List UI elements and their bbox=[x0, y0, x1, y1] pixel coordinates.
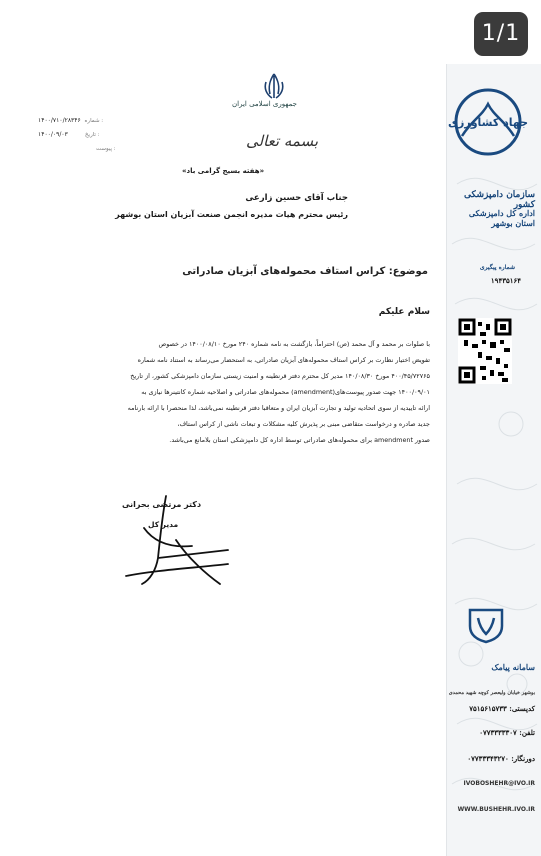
phone: تلفن: ۰۷۷۳۳۳۳۳۰۷ bbox=[479, 728, 535, 737]
slogan: «هفته بسیج گرامی باد» bbox=[182, 167, 265, 175]
body-line: ۴۰۰/۴۵/۷۲۷۶۵ مورخ ۱۴۰/۰۸/۳۰ مدیر کل محترم دفتر قرنطینه و امنیت زیستی سازمان دامپزشکی کشور، از تاریخ bbox=[130, 372, 430, 380]
body-line: صدور amendment برای محموله‌های صادراتی توسط اداره کل دامپزشکی استان بلامانع می‌باشد. bbox=[169, 436, 430, 444]
floral-pattern-icon bbox=[447, 64, 541, 856]
vet-emblem-icon bbox=[466, 604, 506, 644]
website: WWW.BUSHEHR.IVO.IR bbox=[457, 806, 535, 813]
logo-text: جهاد کشاورزی bbox=[447, 116, 529, 129]
body-line: با صلوات بر محمد و آل محمد (ص) احتراماً، بازگشت به نامه شماره ۲۴۰ مورخ ۱۴۰۰/۰۸/۱۰ در خصوص bbox=[158, 340, 430, 348]
tracking-label: شماره پیگیری bbox=[479, 264, 515, 271]
postal-code: کدپستی: ۷۵۱۵۶۱۵۷۳۳ bbox=[469, 704, 535, 713]
signer-name: دکتر مرتضی بحرانی bbox=[122, 500, 202, 509]
org-name: سازمان دامپزشکی کشور bbox=[464, 190, 535, 210]
subject: موضوع: کراس استاف محموله‌های آبزیان صادراتی bbox=[182, 266, 428, 277]
tracking-number: ۱۹۴۳۵۱۶۴ bbox=[490, 276, 521, 285]
fax: دورنگار: ۰۷۷۳۳۳۴۳۲۷۰ bbox=[467, 754, 535, 763]
emblem-text: سامانه پیامک bbox=[491, 662, 535, 672]
qr-code-icon bbox=[458, 318, 512, 384]
ministry-signature: بسمه تعالی bbox=[246, 132, 319, 150]
recipient-name: جناب آقای حسین زارعی bbox=[245, 193, 348, 203]
signer-title: مدیر کل bbox=[148, 520, 179, 529]
recipient-title: رئیس محترم هیات مدیره انجمن صنعت آبزیان استان بوشهر bbox=[115, 210, 348, 219]
page-counter-badge: 1/1 bbox=[474, 12, 528, 56]
jahad-keshavarzi-logo-icon bbox=[447, 86, 529, 158]
body-line: تفویض اختیار نظارت بر کراس استاف محموله‌های آبزیان صادراتی، به استحضار می‌رساند به استناد نامه شماره bbox=[137, 356, 430, 364]
handwritten-signature bbox=[96, 488, 236, 598]
address-line: بوشهر خیابان ولیعصر کوچه شهید محمدی bbox=[448, 690, 535, 696]
letter-date: ۱۴۰۰/۰۹/۰۳ تاریخ : bbox=[38, 131, 100, 138]
dept-name: اداره کل دامپزشکی استان بوشهر bbox=[468, 208, 535, 228]
iran-emblem-icon bbox=[260, 72, 288, 102]
letter-attachment: پیوست : bbox=[96, 146, 116, 152]
letterhead-sidebar bbox=[446, 64, 541, 856]
email: IVOBOSHEHR@IVO.IR bbox=[463, 780, 535, 787]
body-line: ارائه تاییدیه از سوی اتحادیه تولید و تجارت آبزیان ایران و متعاقبا دفتر قرنطینه نمی‌باشد، لذا منحصرا با ارائه بارنامه bbox=[127, 404, 430, 412]
body-line: ۱۴۰۰/۰۹/۰۱ جهت صدور پیوست‌های(amendment) محموله‌های صادراتی و اصلاحیه شماره کانتینرها نیازی به bbox=[141, 388, 430, 396]
greeting: سلام علیکم bbox=[378, 307, 430, 317]
gov-text: جمهوری اسلامی ایران bbox=[232, 100, 297, 108]
letter-number: ۱۴۰۰/۷۱۰/۲۸۳۴۶ شماره : bbox=[38, 117, 104, 124]
body-line: جدید صادره و درخواست متقاضی مبنی بر پذیرش کلیه مشکلات و تبعات ناشی از کراس استاف، bbox=[177, 420, 430, 428]
